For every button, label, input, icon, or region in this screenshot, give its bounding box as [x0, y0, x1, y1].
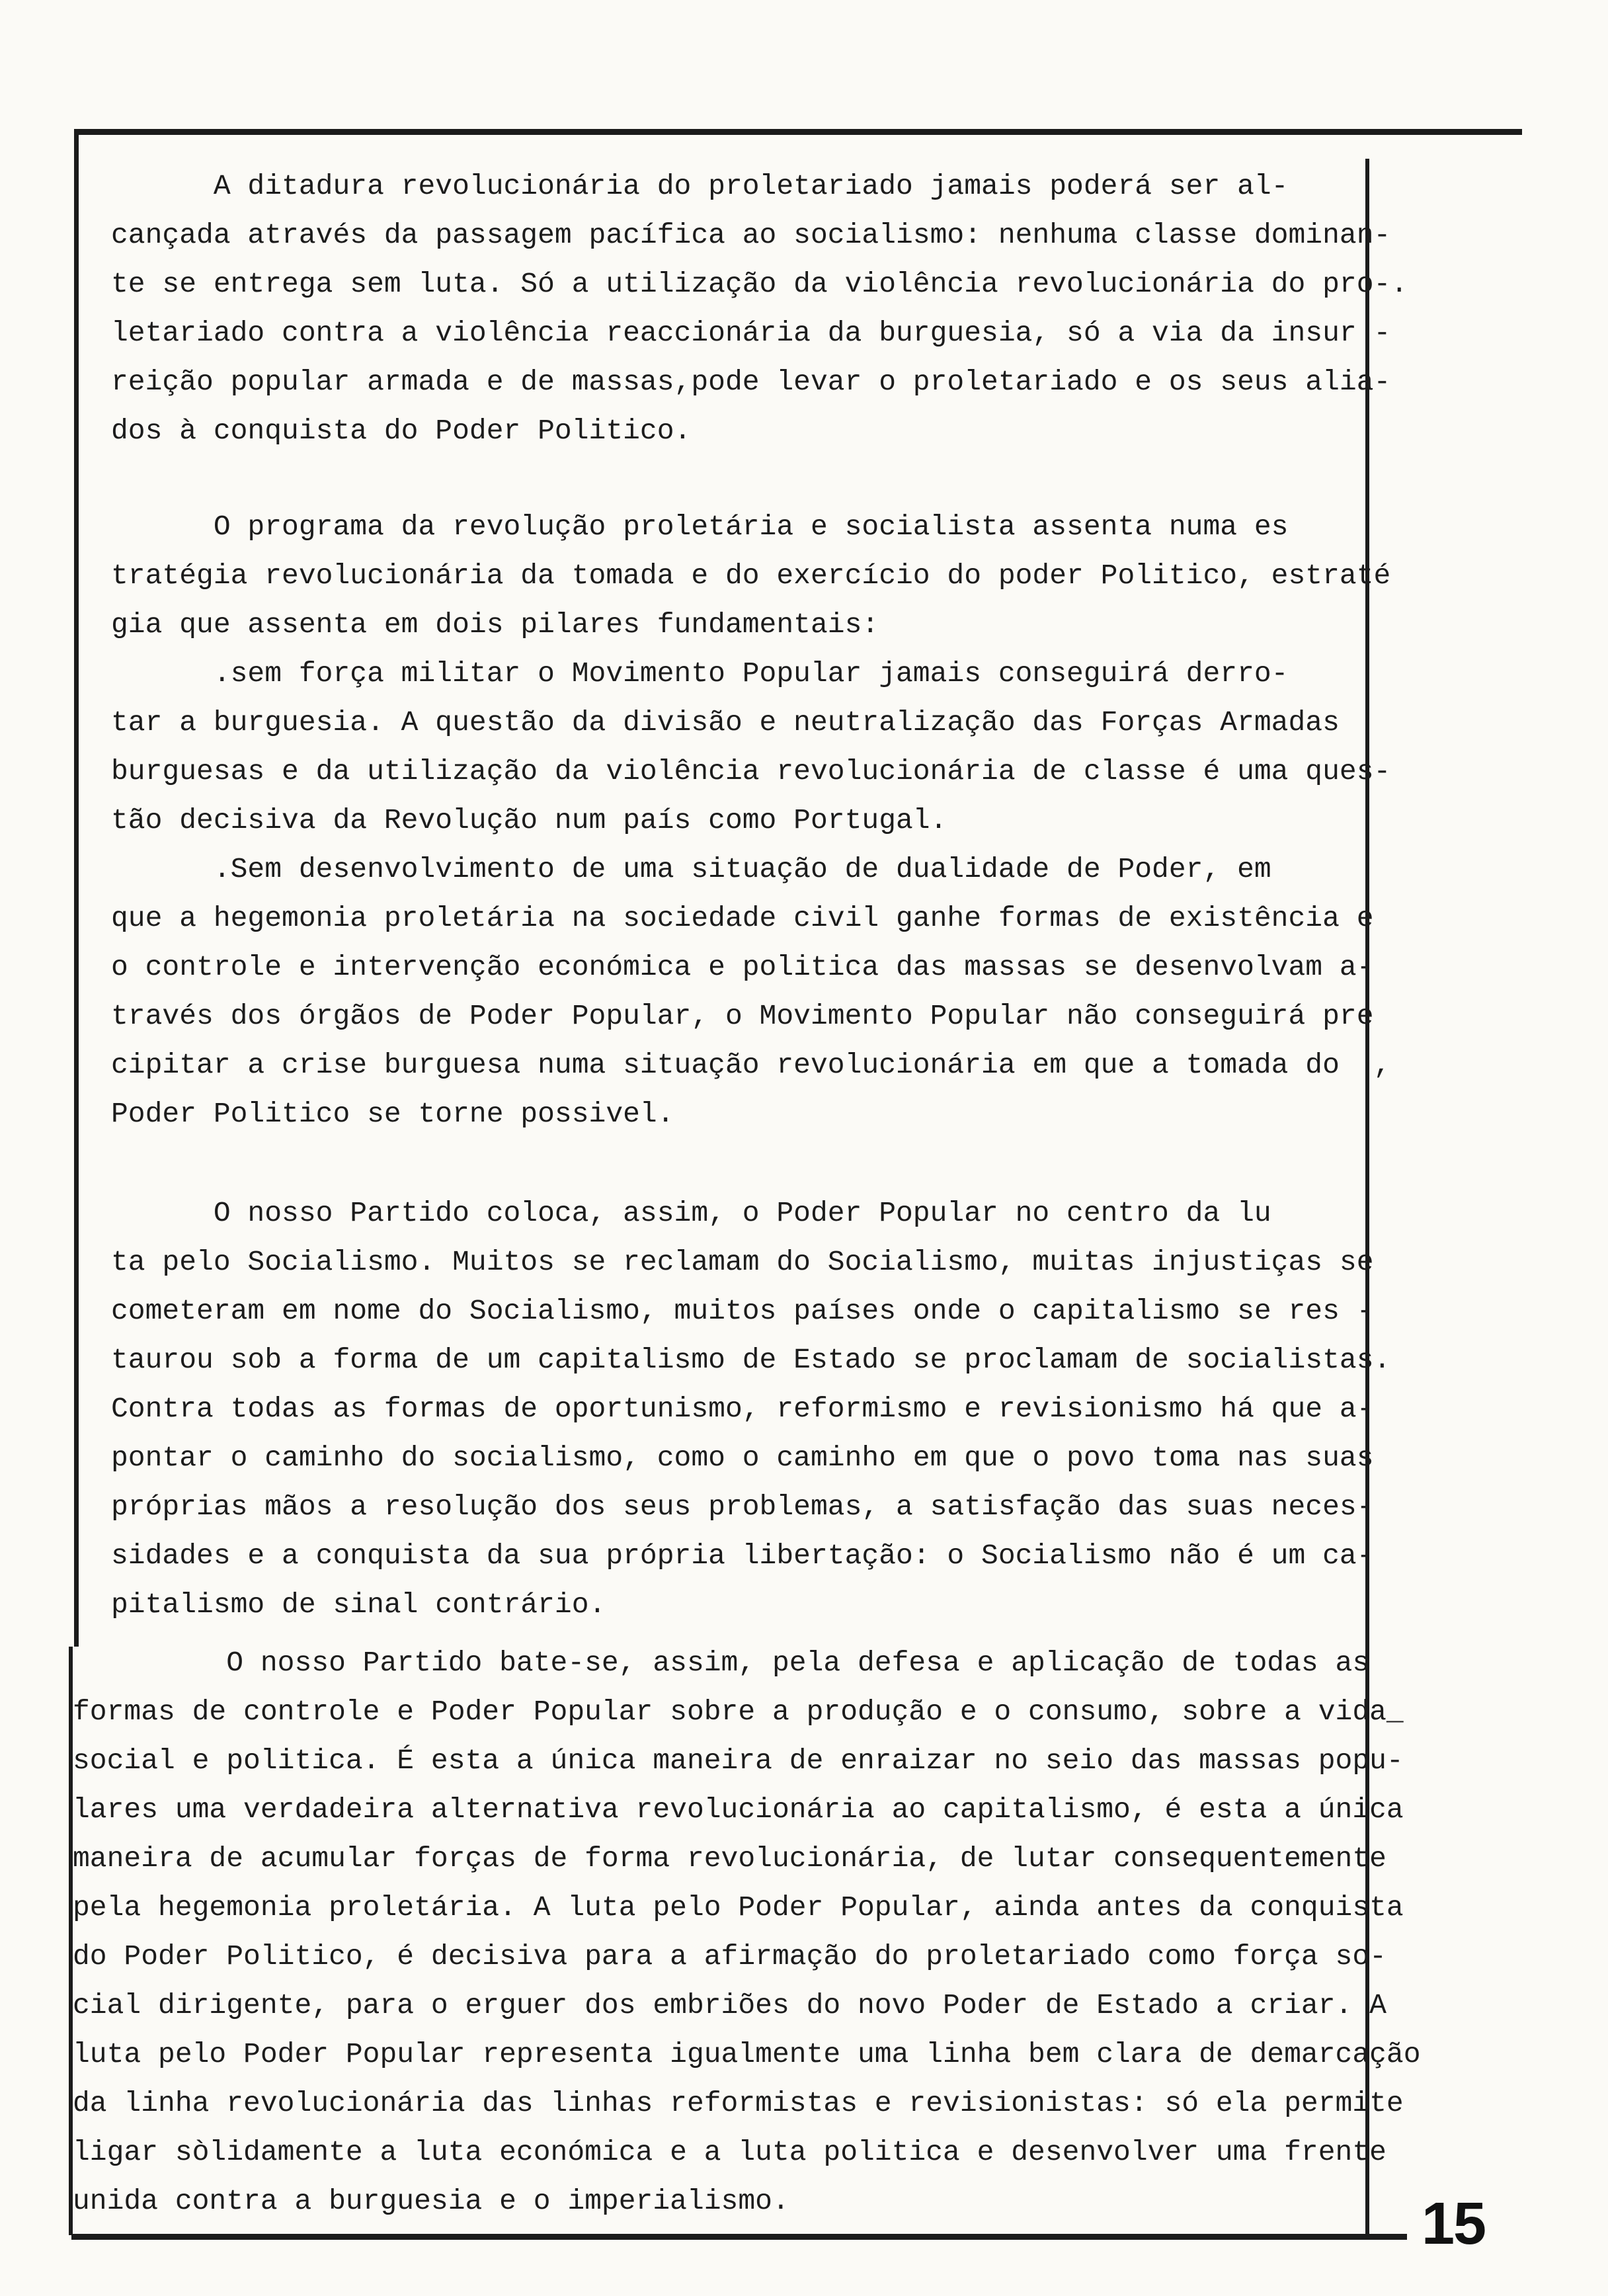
text-line: unida contra a burguesia e o imperialismo.: [73, 2185, 789, 2217]
text-line: cançada através da passagem pacífica ao socialismo: nenhuma classe dominan-: [111, 219, 1391, 251]
text-line: lares uma verdadeira alternativa revolucionária ao capitalismo, é esta a única: [73, 1793, 1404, 1826]
text-line: sidades e a conquista da sua própria libertação: o Socialismo não é um ca-: [111, 1539, 1374, 1572]
text-line: luta pelo Poder Popular representa igualmente uma linha bem clara de demarcação: [73, 2038, 1421, 2070]
text-line: A ditadura revolucionária do proletariado jamais poderá ser al-: [111, 170, 1289, 202]
left-rule-upper: [74, 132, 79, 1647]
text-line: pontar o caminho do socialismo, como o caminho em que o povo toma nas suas: [111, 1442, 1374, 1474]
text-line: tar a burguesia. A questão da divisão e neutralização das Forças Armadas: [111, 706, 1340, 739]
text-line: ligar sòlidamente a luta económica e a luta politica e desenvolver uma frente: [73, 2136, 1387, 2168]
text-line: dos à conquista do Poder Politico.: [111, 415, 692, 447]
text-line: tão decisiva da Revolução num país como Portugal.: [111, 804, 947, 837]
text-line: Contra todas as formas de oportunismo, reformismo e revisionismo há que a-: [111, 1393, 1374, 1425]
text-line: letariado contra a violência reaccionária da burguesia, só a via da insur -: [111, 317, 1391, 349]
text-line: que a hegemonia proletária na sociedade civil ganhe formas de existência e: [111, 902, 1374, 934]
text-line: pela hegemonia proletária. A luta pelo Poder Popular, ainda antes da conquista: [73, 1891, 1404, 1924]
text-line: .sem força militar o Movimento Popular jamais conseguirá derro-: [111, 657, 1289, 690]
top-rule: [74, 129, 1522, 135]
text-line: Poder Politico se torne possivel.: [111, 1098, 674, 1130]
text-line: social e politica. É esta a única maneira de enraizar no seio das massas popu-: [73, 1744, 1404, 1777]
text-line: .Sem desenvolvimento de uma situação de dualidade de Poder, em: [111, 853, 1271, 885]
text-line: cometeram em nome do Socialismo, muitos países onde o capitalismo se res -: [111, 1295, 1374, 1327]
text-line: te se entrega sem luta. Só a utilização da violência revolucionária do pro-.: [111, 268, 1408, 300]
text-line: pitalismo de sinal contrário.: [111, 1588, 606, 1621]
text-line: próprias mãos a resolução dos seus problemas, a satisfação das suas neces-: [111, 1491, 1374, 1523]
text-line: gia que assenta em dois pilares fundamentais:: [111, 608, 879, 641]
text-line: tratégia revolucionária da tomada e do exercício do poder Politico, estraté: [111, 559, 1391, 592]
text-line: do Poder Politico, é decisiva para a afirmação do proletariado como força so-: [73, 1940, 1387, 1973]
text-line: taurou sob a forma de um capitalismo de Estado se proclamam de socialistas.: [111, 1344, 1391, 1376]
page-number: 15: [1422, 2191, 1486, 2257]
text-line: O programa da revolução proletária e socialista assenta numa es: [111, 511, 1289, 543]
text-line: cipitar a crise burguesa numa situação revolucionária em que a tomada do ,: [111, 1049, 1391, 1081]
text-line: o controle e intervenção económica e politica das massas se desenvolvam a-: [111, 951, 1374, 983]
bottom-rule: [71, 2234, 1407, 2240]
text-line: ta pelo Socialismo. Muitos se reclamam do Socialismo, muitas injustiças se: [111, 1246, 1374, 1278]
text-line: burguesas e da utilização da violência revolucionária de classe é uma ques-: [111, 755, 1391, 788]
text-line: O nosso Partido coloca, assim, o Poder Popular no centro da lu: [111, 1197, 1271, 1229]
text-line: O nosso Partido bate-se, assim, pela defesa e aplicação de todas as: [73, 1647, 1370, 1679]
text-line: reição popular armada e de massas,pode levar o proletariado e os seus alia-: [111, 366, 1391, 398]
text-line: través dos órgãos de Poder Popular, o Movimento Popular não conseguirá pre: [111, 1000, 1374, 1032]
text-line: cial dirigente, para o erguer dos embriões do novo Poder de Estado a criar. A: [73, 1989, 1387, 2022]
text-line: maneira de acumular forças de forma revolucionária, de lutar consequentemente: [73, 1842, 1387, 1875]
text-line: da linha revolucionária das linhas reformistas e revisionistas: só ela permite: [73, 2087, 1404, 2119]
text-line: formas de controle e Poder Popular sobre a produção e o consumo, sobre a vida_: [73, 1696, 1404, 1728]
